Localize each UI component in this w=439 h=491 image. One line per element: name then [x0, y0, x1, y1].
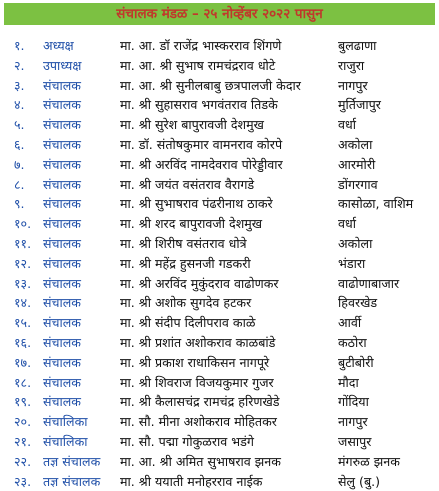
list-item [0, 36, 439, 56]
list-item [0, 452, 439, 472]
list-item [0, 194, 439, 214]
place: राजुरा [338, 57, 365, 73]
place: वर्धा [338, 117, 357, 133]
place: हिवरखेड [338, 295, 378, 311]
place: वर्धा [338, 216, 357, 232]
place: सेलु (बु.) [338, 473, 381, 489]
designation: उपाध्यक्ष [43, 57, 82, 73]
row-number: २२. [14, 453, 32, 469]
designation: संचालक [43, 374, 81, 390]
page-title: संचालक मंडळ – २५ नोव्हेंबर २०२२ पासुन [4, 3, 435, 25]
list-item [0, 274, 439, 294]
row-number: ७. [14, 156, 25, 172]
list-item [0, 313, 439, 333]
list-item [0, 175, 439, 195]
list-item [0, 115, 439, 135]
place: मुर्तिजापुर [338, 97, 381, 113]
place: भंडारा [338, 255, 366, 271]
place: गोंदिया [338, 394, 369, 410]
member-name: मा. सौ. पद्मा गोकुळराव भडंगे [120, 433, 254, 449]
list-item [0, 56, 439, 76]
row-number: १. [14, 38, 25, 53]
row-number: २. [14, 57, 25, 73]
member-name: मा. श्री सुरेश बापुरावजी देशमुख [120, 117, 264, 133]
designation: संचालक [43, 176, 81, 192]
member-name: मा. आ. श्री अमित सुभाषराव झनक [120, 453, 281, 469]
directors-list [0, 36, 439, 491]
row-number: २०. [14, 414, 32, 430]
designation: संचालिका [43, 433, 88, 449]
designation: अध्यक्ष [43, 38, 74, 53]
member-name: मा. श्री ययाती मनोहरराव नाईक [120, 473, 263, 489]
designation: संचालक [43, 235, 81, 251]
designation: संचालक [43, 136, 81, 152]
row-number: १९. [14, 394, 32, 410]
designation: संचालक [43, 117, 81, 133]
designation: संचालक [43, 354, 81, 370]
list-item [0, 373, 439, 393]
row-number: ५. [14, 117, 25, 133]
member-name: मा. श्री शिरीष वसंतराव धोत्रे [120, 235, 247, 251]
list-item [0, 412, 439, 432]
row-number: ६. [14, 136, 25, 152]
row-number: ४. [14, 97, 25, 113]
designation: संचालक [43, 315, 81, 331]
member-name: मा. श्री संदीप दिलीपराव काळे [120, 315, 256, 331]
designation: संचालक [43, 275, 81, 291]
member-name: मा. श्री जयंत वसंतराव वैरागडे [120, 176, 255, 192]
member-name: मा. सौ. मीना अशोकराव मोहितकर [120, 414, 277, 430]
place: अकोला [338, 235, 373, 251]
row-number: ११. [14, 235, 32, 251]
row-number: १६. [14, 334, 32, 350]
row-number: ३. [14, 77, 25, 93]
place: नागपुर [338, 77, 368, 93]
place: नागपुर [338, 414, 368, 430]
row-number: १२. [14, 255, 32, 271]
place: मौदा [338, 374, 359, 390]
place: आर्वी [338, 315, 362, 331]
member-name: मा. श्री अशोक सुगदेव हटकर [120, 295, 252, 311]
place: अकोला [338, 136, 373, 152]
designation: संचालक [43, 216, 81, 232]
member-name: मा. श्री अरविंद नामदेवराव पोरेड्डीवार [120, 156, 283, 172]
designation: संचालक [43, 156, 81, 172]
member-name: मा. श्री सुहासराव भगवंतराव तिडके [120, 97, 278, 113]
list-item [0, 214, 439, 234]
list-item [0, 333, 439, 353]
designation: तज्ञ संचालक [43, 453, 101, 469]
list-item [0, 76, 439, 96]
designation: संचालक [43, 196, 81, 212]
list-item [0, 353, 439, 373]
designation: संचालिका [43, 414, 88, 430]
place: आरमोरी [338, 156, 376, 172]
row-number: १५. [14, 315, 32, 331]
member-name: मा. आ. श्री सुनीलबाबु छत्रपालजी केदार [120, 77, 301, 93]
member-name: मा. आ. श्री सुभाष रामचंद्रराव धोटे [120, 57, 276, 73]
member-name: मा. श्री शरद बापुरावजी देशमुख [120, 216, 263, 232]
place: मंगरुळ झनक [338, 453, 400, 469]
place: बुटीबोरी [338, 354, 374, 370]
designation: संचालक [43, 255, 81, 271]
list-item [0, 234, 439, 254]
designation: तज्ञ संचालक [43, 473, 101, 489]
row-number: २१. [14, 433, 32, 449]
place: कासोळा, वाशिम [338, 196, 414, 212]
list-item [0, 155, 439, 175]
designation: संचालक [43, 97, 81, 113]
place: डोंगरगाव [338, 176, 378, 192]
member-name: मा. आ. डॉ राजेंद्र भास्करराव शिंगणे [120, 38, 282, 53]
designation: संचालक [43, 394, 81, 410]
place: कठोरा [338, 334, 367, 350]
list-item [0, 432, 439, 452]
row-number: १८. [14, 374, 32, 390]
place: बुलढाणा [338, 38, 377, 53]
designation: संचालक [43, 295, 81, 311]
member-name: मा. श्री प्रशांत अशोकराव काळबांडे [120, 334, 276, 350]
list-item [0, 293, 439, 313]
member-name: मा. श्री अरविंद मुकुंदराव वाढोणकर [120, 275, 279, 291]
list-item [0, 392, 439, 412]
place: वाढोणाबाजार [338, 275, 400, 291]
designation: संचालक [43, 334, 81, 350]
member-name: मा. श्री सुभाषराव पंढरीनाथ ठाकरे [120, 196, 273, 212]
row-number: १०. [14, 216, 32, 232]
row-number: ८. [14, 176, 25, 192]
row-number: १३. [14, 275, 32, 291]
row-number: १४. [14, 295, 32, 311]
list-item [0, 95, 439, 115]
member-name: मा. श्री शिवराज विजयकुमार गुजर [120, 374, 274, 390]
row-number: ९. [14, 196, 25, 212]
list-item [0, 254, 439, 274]
list-item [0, 472, 439, 491]
member-name: मा. श्री प्रकाश राधाकिसन नागपूरे [120, 354, 270, 370]
row-number: २३. [14, 473, 32, 489]
member-name: मा. श्री कैलासचंद्र रामचंद्र हरिणखेडे [120, 394, 280, 410]
member-name: मा. श्री महेंद्र हुसनजी गडकरी [120, 255, 251, 271]
designation: संचालक [43, 77, 81, 93]
list-item [0, 135, 439, 155]
member-name: मा. डॉ. संतोषकुमार वामनराव कोरपे [120, 136, 283, 152]
row-number: १७. [14, 354, 32, 370]
place: जसापुर [338, 433, 372, 449]
